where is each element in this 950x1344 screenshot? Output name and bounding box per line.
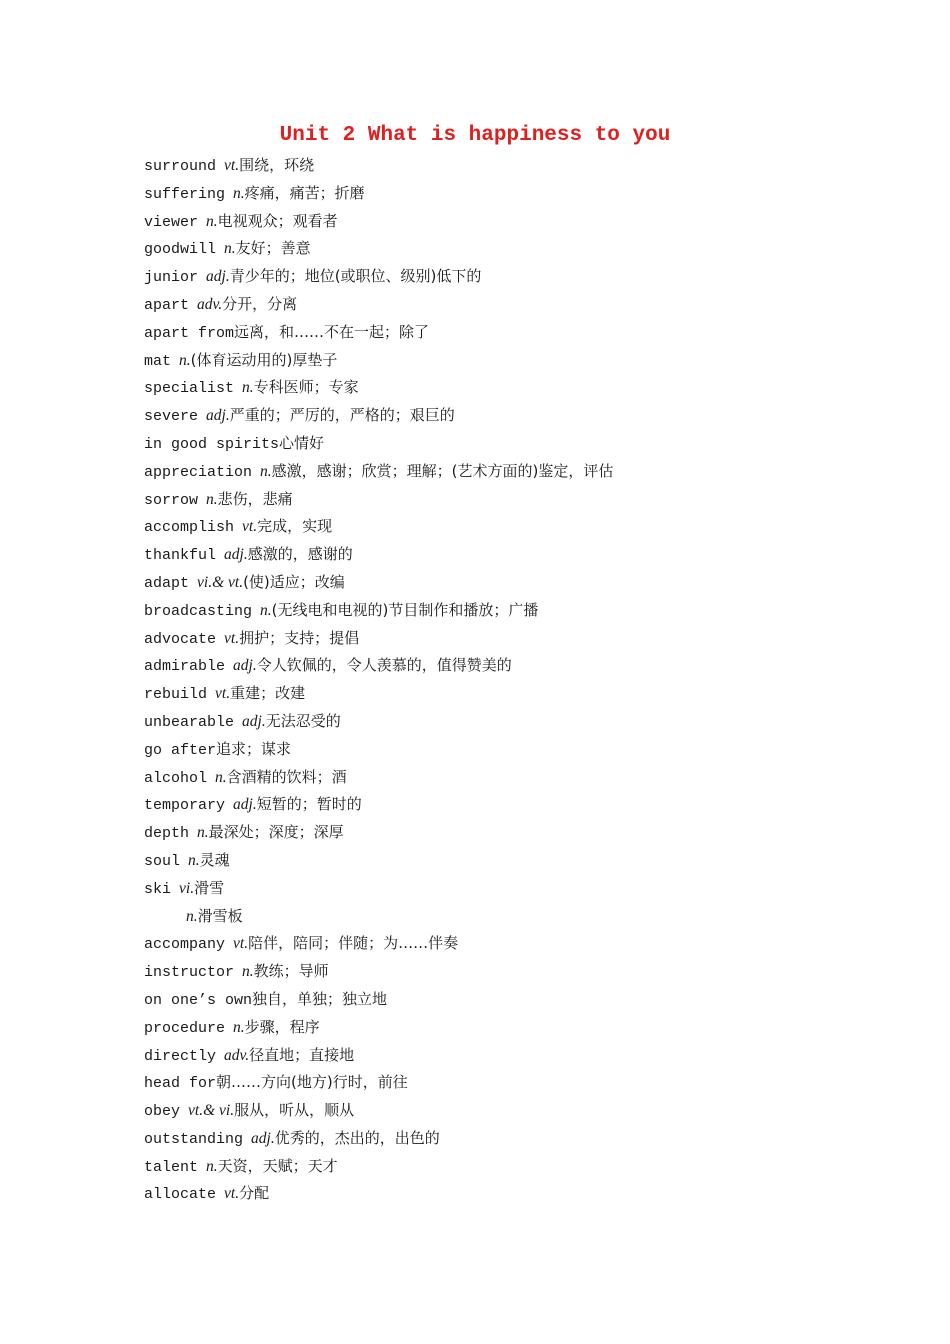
vocab-entry [144, 680, 904, 708]
vocab-word: in good spirits [144, 435, 280, 453]
vocab-definition: 令人钦佩的，令人羡慕的，值得赞美的 [256, 656, 512, 675]
vocab-word: broadcasting [144, 602, 253, 620]
vocab-entry [144, 875, 904, 903]
vocab-word: specialist [144, 380, 235, 398]
part-of-speech: n. [186, 907, 198, 925]
vocab-word: viewer [144, 213, 199, 231]
vocab-definition: 远离，和……不在一起；除了 [234, 322, 430, 341]
vocabulary-list [144, 152, 904, 1208]
vocab-word: obey [144, 1103, 181, 1121]
vocab-word: procedure [144, 1019, 226, 1037]
vocab-definition: 含酒精的饮料；酒 [226, 767, 347, 786]
part-of-speech: vt. [215, 685, 231, 703]
vocab-definition: 优秀的，杰出的，出色的 [274, 1128, 440, 1147]
page-title: Unit 2 What is happiness to you [279, 124, 671, 147]
vocab-word: rebuild [144, 686, 208, 704]
part-of-speech: n. [242, 379, 254, 397]
vocab-definition: (体育运动用的)厚垫子 [190, 350, 338, 369]
part-of-speech: n. [188, 851, 200, 869]
vocab-word: thankful [144, 547, 217, 565]
vocab-definition: 分开，分离 [222, 294, 298, 313]
vocab-definition: 感激，感谢；欣赏；理解；(艺术方面的)鉴定，评估 [271, 461, 614, 480]
vocab-entry [144, 402, 904, 430]
vocab-entry [144, 291, 904, 319]
vocab-definition: 滑雪 [194, 878, 225, 897]
vocab-definition: 青少年的；地位(或职位、级别)低下的 [229, 267, 482, 286]
vocab-definition: 电视观众；观看者 [217, 211, 338, 230]
vocab-definition: 严重的；严厉的，严格的；艰巨的 [229, 406, 455, 425]
vocab-entry [144, 736, 904, 764]
vocab-word: junior [144, 269, 199, 287]
vocab-word: go after [144, 741, 217, 759]
vocab-word: adapt [144, 574, 190, 592]
part-of-speech: n. [206, 1157, 218, 1175]
vocab-definition: (使)适应；改编 [243, 572, 345, 591]
part-of-speech: vt. [224, 629, 240, 647]
vocab-entry [144, 1125, 904, 1153]
vocab-definition: 分配 [239, 1184, 270, 1203]
vocab-definition: 疼痛，痛苦；折磨 [244, 183, 365, 202]
part-of-speech: n. [224, 240, 236, 258]
part-of-speech: n. [242, 963, 254, 981]
vocab-definition: 独自，单独；独立地 [252, 989, 388, 1008]
part-of-speech: vt. [224, 157, 240, 174]
vocab-word: directly [144, 1047, 217, 1065]
vocab-definition: 教练；导师 [253, 962, 329, 981]
vocab-definition: 拥护；支持；提倡 [239, 628, 360, 647]
vocab-word: accomplish [144, 519, 235, 537]
vocab-entry [144, 458, 904, 486]
vocab-word: temporary [144, 797, 226, 815]
vocab-entry [144, 1097, 904, 1125]
vocab-word: depth [144, 825, 190, 843]
vocab-entry [144, 263, 904, 291]
vocab-definition: 完成，实现 [257, 517, 333, 536]
vocab-entry [144, 986, 904, 1014]
vocab-entry [144, 819, 904, 847]
part-of-speech: n. [233, 1018, 245, 1036]
vocab-entry [144, 374, 904, 402]
vocab-entry [144, 1042, 904, 1070]
vocab-word: goodwill [144, 241, 217, 259]
vocab-entry [144, 708, 904, 736]
vocab-word: suffering [144, 185, 226, 203]
part-of-speech: n. [215, 768, 227, 786]
vocab-word: apart from [144, 324, 235, 342]
vocab-entry [144, 180, 904, 208]
part-of-speech: n. [179, 351, 191, 369]
vocab-definition: 悲伤，悲痛 [217, 489, 293, 508]
vocab-entry [144, 541, 904, 569]
vocab-entry [144, 1014, 904, 1042]
part-of-speech: vt. [242, 518, 258, 536]
vocab-definition: 友好；善意 [235, 239, 311, 258]
vocab-definition: 最深处；深度；深厚 [208, 823, 344, 842]
vocab-entry [144, 1069, 904, 1097]
part-of-speech: adj. [242, 712, 266, 730]
vocab-definition: 无法忍受的 [265, 711, 341, 730]
vocab-definition: 专科医师；专家 [253, 378, 359, 397]
vocab-entry [144, 791, 904, 819]
vocab-entry [144, 319, 904, 347]
part-of-speech: adv. [197, 295, 223, 313]
vocab-entry [144, 597, 904, 625]
vocab-entry [144, 652, 904, 680]
vocab-entry [144, 486, 904, 514]
vocab-definition: 天资，天赋；天才 [217, 1156, 338, 1175]
part-of-speech: vt. [233, 935, 249, 953]
part-of-speech: n. [206, 490, 218, 508]
vocab-definition: 陪伴，陪同；伴随；为……伴奏 [248, 934, 459, 953]
part-of-speech: n. [260, 601, 272, 619]
vocab-word: talent [144, 1158, 199, 1176]
vocab-word: soul [144, 852, 181, 870]
part-of-speech: n. [206, 212, 218, 230]
part-of-speech: adj. [233, 657, 257, 675]
vocab-definition: 灵魂 [199, 850, 230, 869]
part-of-speech: n. [260, 462, 272, 480]
vocab-word: advocate [144, 630, 217, 648]
part-of-speech: n. [197, 824, 209, 842]
vocab-entry [144, 1153, 904, 1181]
vocab-entry [144, 764, 904, 792]
vocab-entry [144, 513, 904, 541]
vocab-definition: 短暂的；暂时的 [256, 795, 362, 814]
vocab-definition: 径直地；直接地 [249, 1045, 355, 1064]
vocab-definition: 感激的，感谢的 [247, 545, 353, 564]
part-of-speech: adj. [206, 407, 230, 425]
vocab-word: appreciation [144, 463, 253, 481]
vocab-entry [144, 235, 904, 263]
vocab-word: ski [144, 880, 172, 898]
vocab-word: head for [144, 1075, 217, 1093]
vocab-word: unbearable [144, 713, 235, 731]
vocab-word: allocate [144, 1186, 217, 1204]
vocab-word: alcohol [144, 769, 208, 787]
vocab-word: instructor [144, 964, 235, 982]
part-of-speech: adv. [224, 1046, 250, 1064]
vocab-word: apart [144, 296, 190, 314]
vocab-entry [144, 958, 904, 986]
vocab-word: on one’s own [144, 991, 253, 1009]
vocab-entry [144, 208, 904, 236]
part-of-speech: adj. [224, 546, 248, 564]
vocab-definition: 步骤，程序 [244, 1017, 320, 1036]
part-of-speech: n. [233, 184, 245, 202]
vocab-word: mat [144, 352, 172, 370]
vocab-definition: 朝……方向(地方)行时，前往 [216, 1073, 408, 1092]
vocab-entry [144, 430, 904, 458]
vocab-definition: 重建；改建 [230, 684, 306, 703]
vocab-definition: 服从，听从，顺从 [234, 1101, 355, 1120]
part-of-speech: adj. [251, 1129, 275, 1147]
part-of-speech: vt. [224, 1185, 240, 1203]
vocab-definition: 滑雪板 [197, 906, 243, 925]
vocab-word: sorrow [144, 491, 199, 509]
vocab-word: surround [144, 158, 217, 175]
vocab-entry [144, 347, 904, 375]
vocab-entry [144, 903, 904, 931]
vocab-entry [144, 930, 904, 958]
vocab-definition: 心情好 [279, 433, 325, 452]
vocab-word: admirable [144, 658, 226, 676]
vocab-entry [144, 625, 904, 653]
part-of-speech: adj. [233, 796, 257, 814]
vocab-entry [144, 847, 904, 875]
vocab-entry [144, 1180, 904, 1208]
part-of-speech: adj. [206, 268, 230, 286]
part-of-speech: vi.& vt. [197, 573, 244, 591]
vocab-definition: 追求；谋求 [216, 739, 292, 758]
vocab-definition: (无线电和电视的)节目制作和播放；广播 [271, 600, 539, 619]
vocab-definition: 围绕，环绕 [239, 156, 315, 174]
vocab-word: accompany [144, 936, 226, 954]
vocab-entry [144, 569, 904, 597]
part-of-speech: vi. [179, 879, 195, 897]
vocab-entry [144, 152, 904, 180]
vocab-word: outstanding [144, 1130, 244, 1148]
vocab-word: severe [144, 408, 199, 426]
part-of-speech: vt.& vi. [188, 1102, 235, 1120]
